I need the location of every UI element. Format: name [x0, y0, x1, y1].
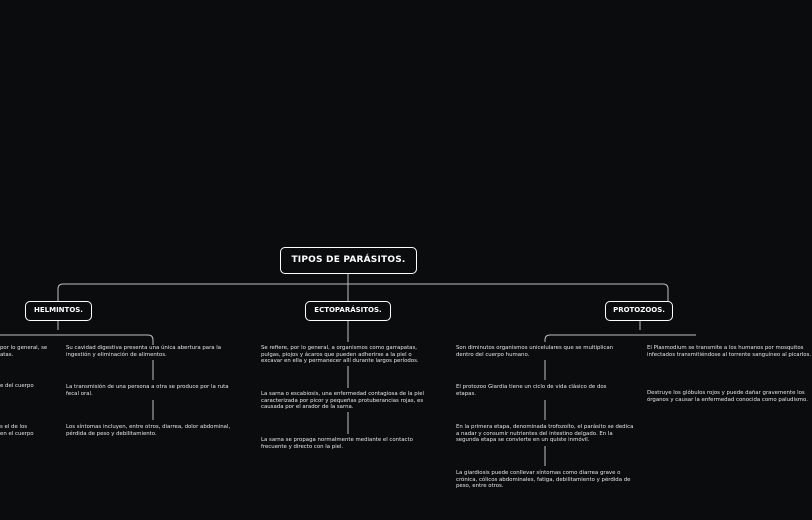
helmintos-item[interactable]: La transmisión de una persona a otra se produce por la ruta fecal oral.: [66, 384, 229, 397]
protozoos-item[interactable]: Son diminutos organismos unicelulares que se multiplican dentro del cuerpo humano.: [456, 345, 614, 358]
helmintos-fragment-3[interactable]: s el de los en el cuerpo: [0, 424, 34, 437]
root-node[interactable]: [280, 247, 417, 274]
ectoparasitos-item[interactable]: Se refiere, por lo general, a organismos como garrapatas, pulgas, piojos y ácaros que pueden adherirse a la piel o excavar en ella y permanecer allí durante largos períodos.: [261, 345, 419, 365]
ectoparasitos-item[interactable]: La sarna o escabiosis, una enfermedad contagiosa de la piel caracterizada por picor y pequeñas protuberancias rojas, es causada por el arador de la sarna.: [261, 391, 425, 411]
category-node-protozoos[interactable]: [605, 301, 673, 321]
ectoparasitos-item[interactable]: La sarna se propaga normalmente mediante el contacto frecuente y directo con la piel.: [261, 437, 413, 450]
helmintos-item[interactable]: Su cavidad digestiva presenta una única abertura para la ingestión y eliminación de alimentos.: [66, 345, 222, 358]
protozoos-item[interactable]: El protozoo Giardia tiene un ciclo de vida clásico de dos etapas.: [456, 384, 607, 397]
category-label-protozoos: PROTOZOOS.: [613, 306, 665, 314]
helmintos-fragment-2[interactable]: e del cuerpo: [0, 383, 34, 389]
helmintos-fragment-1[interactable]: por lo general, se atas.: [0, 345, 48, 358]
protozoos-item[interactable]: La giardiosis puede conllevar síntomas como diarrea grave o crónica, cólicos abdominales, fatiga, debilitamiento y pérdida de peso, entre otros.: [456, 470, 631, 490]
category-label-helmintos: HELMINTOS.: [34, 306, 83, 314]
protozoos-right-clip: [647, 345, 812, 435]
helmintos-item[interactable]: Los síntomas incluyen, entre otros, diarrea, dolor abdominal, pérdida de peso y debilitamiento.: [66, 424, 231, 437]
protozoos-right-item[interactable]: El Plasmodium se transmite a los humanos por mosquitos infectados transmitiéndose al torrente sanguíneo al picarlos.: [647, 345, 812, 358]
category-label-ectoparasitos: ECTOPARÁSITOS.: [314, 306, 382, 314]
root-title: TIPOS DE PARÁSITOS.: [291, 255, 406, 265]
protozoos-right-item[interactable]: Destruye los glóbulos rojos y puede dañar gravemente los órganos y causar la enfermedad conocida como paludismo.: [647, 390, 808, 403]
protozoos-item[interactable]: En la primera etapa, denominada trofozoíto, el parásito se dedica a nadar y consumir nutrientes del intestino delgado. En la segunda etapa se convierte en un quiste inmóvil.: [456, 424, 634, 444]
category-node-helmintos[interactable]: [25, 301, 92, 321]
category-node-ectoparasitos[interactable]: [305, 301, 391, 321]
